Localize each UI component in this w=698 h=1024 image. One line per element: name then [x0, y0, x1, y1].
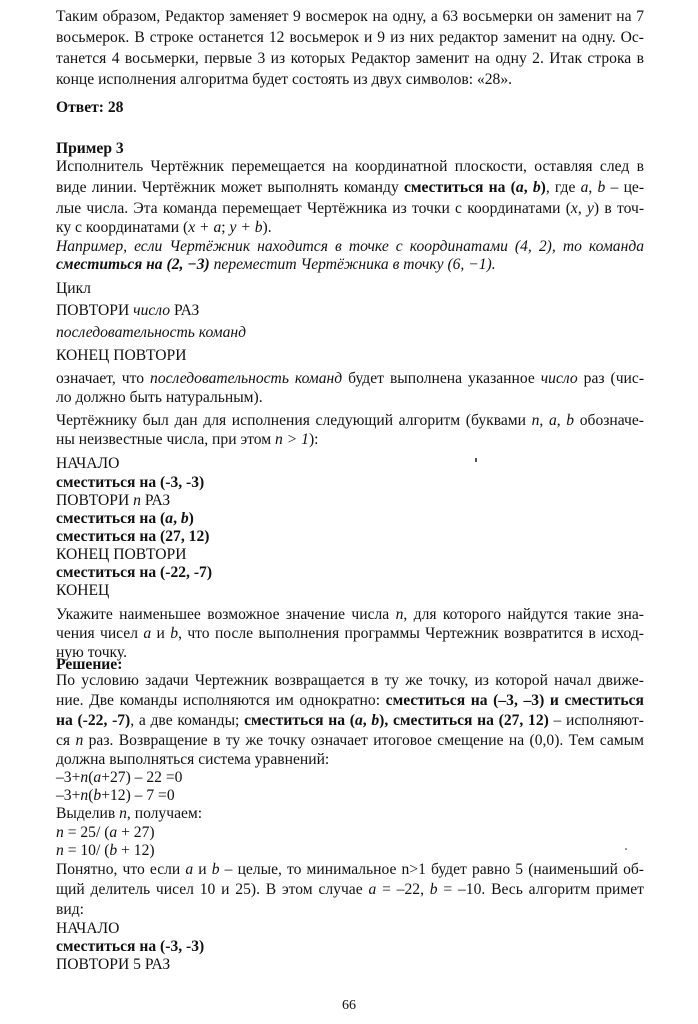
var-a: a [143, 625, 152, 642]
text: ; [221, 219, 230, 236]
cycle-sequence: последовательность команд [56, 324, 247, 341]
page-number: 66 [342, 998, 356, 1013]
text: РАЗ [140, 492, 171, 509]
text: Чертёжнику был дан для исполнения следующий алгоритм (буквами [56, 412, 532, 429]
text: – исполняют- [548, 712, 644, 729]
var-b: b [180, 510, 189, 527]
final-algo-begin: НАЧАЛО [56, 920, 120, 937]
intro-line-4: конце исполнения алгоритма будет состоять из двух символов: «28». [56, 71, 513, 88]
text: , [577, 200, 587, 217]
example-note-line-2 [56, 256, 644, 274]
text: +27) – 22 =0 [101, 769, 183, 786]
description-line-1: Исполнитель Чертёжник перемещается на координатной плоскости, оставляя след в [56, 158, 644, 175]
text: ку с координатами ( [56, 219, 189, 236]
description-line-4 [56, 219, 644, 237]
text: , [523, 179, 533, 196]
text: , [362, 712, 372, 729]
var-x: x [570, 200, 578, 217]
text: раз. Возвращение в ту же точку означает итоговое смещение на (0,0). Тем самым [83, 732, 644, 749]
text: = –10. Весь алгоритм примет [437, 881, 645, 898]
text: –3+ [56, 769, 81, 786]
conclusion-line-3: вид: [56, 901, 84, 918]
text: , [588, 179, 598, 196]
var-a: a [548, 412, 557, 429]
text: = 25/ ( [63, 824, 110, 841]
text: число [133, 302, 171, 319]
text: сместиться на ( [56, 510, 166, 527]
equation-2 [56, 787, 644, 805]
text: + 27) [117, 824, 155, 841]
algo-move-2 [56, 510, 644, 528]
cycle-repeat [56, 302, 644, 320]
text: ПОВТОРИ [56, 302, 134, 319]
text: ) в точ- [593, 200, 645, 217]
intro-line-3: танется 4 восьмерки, первые 3 из которых Редактор заменит на одну 2. Итак строка в [56, 50, 644, 67]
text: , где [545, 179, 581, 196]
final-algo-repeat: ПОВТОРИ 5 РАЗ [56, 956, 171, 973]
text: , а две команды; [130, 712, 245, 729]
text: ПОВТОРИ [56, 492, 134, 509]
text: Выделив [56, 805, 120, 822]
var-b: b [429, 881, 438, 898]
text: будет выполнена указанное [342, 370, 541, 387]
var-a: a [515, 179, 524, 196]
equation-1 [56, 769, 644, 787]
var-n: n [80, 769, 89, 786]
var-n: n [119, 805, 127, 822]
var-a: a [368, 881, 377, 898]
var-y: y [587, 200, 594, 217]
text: последовательность команд [150, 370, 343, 387]
text: ): [308, 431, 319, 448]
var-b: b [170, 625, 179, 642]
algo-end-repeat: КОНЕЦ ПОВТОРИ [56, 546, 187, 563]
text: +12) – 7 =0 [101, 787, 175, 804]
text: –3+ [56, 787, 81, 804]
text: чения чисел [56, 625, 144, 642]
text: – це- [605, 179, 645, 196]
text: лые числа. Эта команда перемещает Чертёжника из точки с координатами ( [56, 200, 571, 217]
solution-line-2 [56, 692, 644, 710]
n-formula-1 [56, 824, 644, 842]
text: щий делитель чисел 10 и 25). В этом случае [56, 881, 369, 898]
text: ). [262, 219, 272, 236]
text: Укажите наименьшее возможное значение числа [56, 606, 396, 623]
var-n: n [395, 606, 404, 623]
var-n: n [531, 412, 540, 429]
algo-move-3: сместиться на (27, 12) [56, 528, 210, 545]
command-text: на (-22, -7) [56, 712, 131, 729]
text: , для которого найдутся такие зна- [403, 606, 644, 623]
n-formula-2 [56, 842, 644, 860]
question-line-1 [56, 606, 644, 624]
text: , [556, 412, 567, 429]
text: Понятно, что если [56, 861, 186, 878]
var-a: a [165, 510, 174, 527]
var-n: n [56, 824, 64, 841]
text: + 12) [117, 842, 155, 859]
algo-repeat [56, 492, 644, 510]
text: ( [88, 769, 94, 786]
means-line-2: ло должно быть натуральным). [56, 389, 263, 406]
var-b: b [93, 787, 102, 804]
intro-line-1: Таким образом, Редактор заменяет 9 восмерок на одну, а 63 восьмерки он заменит на 7 [56, 8, 644, 25]
var-n: n [80, 787, 89, 804]
text: ( [88, 787, 94, 804]
text: ние. Две команды исполняются им однократно: [56, 692, 386, 709]
expr: y + b [229, 219, 263, 236]
question-line-2 [56, 625, 644, 643]
command-text [404, 179, 546, 196]
scan-speck [625, 848, 627, 850]
scan-speck [475, 458, 477, 462]
text: сместиться на ( [244, 712, 355, 729]
expr: x + a [188, 219, 222, 236]
solution-line-1: По условию задачи Чертежник возвращается в ту же точку, из которой начал движе- [56, 672, 644, 689]
text: раз (чис- [577, 370, 645, 387]
text: ) [188, 510, 194, 527]
var-b: b [597, 179, 606, 196]
command-text [244, 712, 549, 729]
solution-heading: Решение: [56, 656, 123, 673]
var-b: b [211, 861, 220, 878]
var-b: b [566, 412, 575, 429]
var-b: b [109, 842, 118, 859]
solution-line-5: должна выполняться система уравнений: [56, 751, 330, 768]
text: и [151, 625, 171, 642]
text: обозначе- [574, 412, 644, 429]
text: , [173, 510, 181, 527]
text: РАЗ [170, 302, 200, 319]
command-text: сместиться на (–3, –3) и сместиться [385, 692, 644, 709]
text: и [193, 861, 212, 878]
means-line-1 [56, 370, 644, 388]
var-a: a [109, 824, 118, 841]
var-a: a [93, 769, 102, 786]
final-algo-move-1: сместиться на (-3, -3) [56, 938, 205, 955]
solution-line-3 [56, 712, 644, 730]
algo-end: КОНЕЦ [56, 582, 110, 599]
text: – целые, то минимальное n>1 будет равно 5 (наименьший об- [219, 861, 644, 878]
answer-label: Ответ: 28 [56, 99, 124, 116]
text: число [540, 370, 578, 387]
var-n: n [75, 732, 84, 749]
conclusion-line-2 [56, 881, 644, 899]
command-text: сместиться на (2, −3) [56, 256, 210, 273]
var-a: a [185, 861, 194, 878]
description-line-2 [56, 179, 644, 197]
conclusion-line-1 [56, 861, 644, 879]
var-a: a [580, 179, 589, 196]
text: переместит Чертёжника в точку (6, −1). [209, 256, 496, 273]
var-a: a [354, 712, 363, 729]
var-b: b [371, 712, 380, 729]
text: означает, что [56, 370, 151, 387]
intro-line-2: восьмерок. В строке останется 12 восьмерок и 9 из них редактор заменит на одну. Ос- [56, 29, 644, 46]
example-heading: Пример 3 [56, 140, 124, 157]
text: = 10/ ( [63, 842, 110, 859]
text: , получаем: [126, 805, 203, 822]
text: ), сместиться на (27, 12) [379, 712, 549, 729]
given-line-1 [56, 412, 644, 430]
cycle-end: КОНЕЦ ПОВТОРИ [56, 347, 187, 364]
text: сместиться на ( [403, 179, 516, 196]
algo-move-4: сместиться на (-22, -7) [56, 564, 213, 581]
algo-move-1: сместиться на (-3, -3) [56, 474, 205, 491]
var-b: b [532, 179, 541, 196]
text: , что после выполнения программы Чертежник возвратится в исход- [178, 625, 644, 642]
var-n: n [56, 842, 64, 859]
given-line-2 [56, 431, 644, 449]
text: = –22, [376, 881, 430, 898]
text: , [539, 412, 549, 429]
description-line-3 [56, 200, 644, 218]
expr: n > 1 [275, 431, 309, 448]
var-n: n [133, 492, 141, 509]
text: виде линии. Чертёжник может выполнять команду [56, 179, 404, 196]
isolate-n [56, 805, 644, 823]
text: ) [540, 179, 546, 196]
algo-begin: НАЧАЛО [56, 455, 120, 472]
solution-line-4 [56, 732, 644, 750]
text: ны неизвестные числа, при этом [56, 431, 276, 448]
question-line-3: ную точку. [56, 644, 128, 661]
example-note-line-1: Например, если Чертёжник находится в точке с координатами (4, 2), то команда [56, 238, 644, 255]
text: ся [56, 732, 76, 749]
cycle-title: Цикл [56, 280, 91, 297]
